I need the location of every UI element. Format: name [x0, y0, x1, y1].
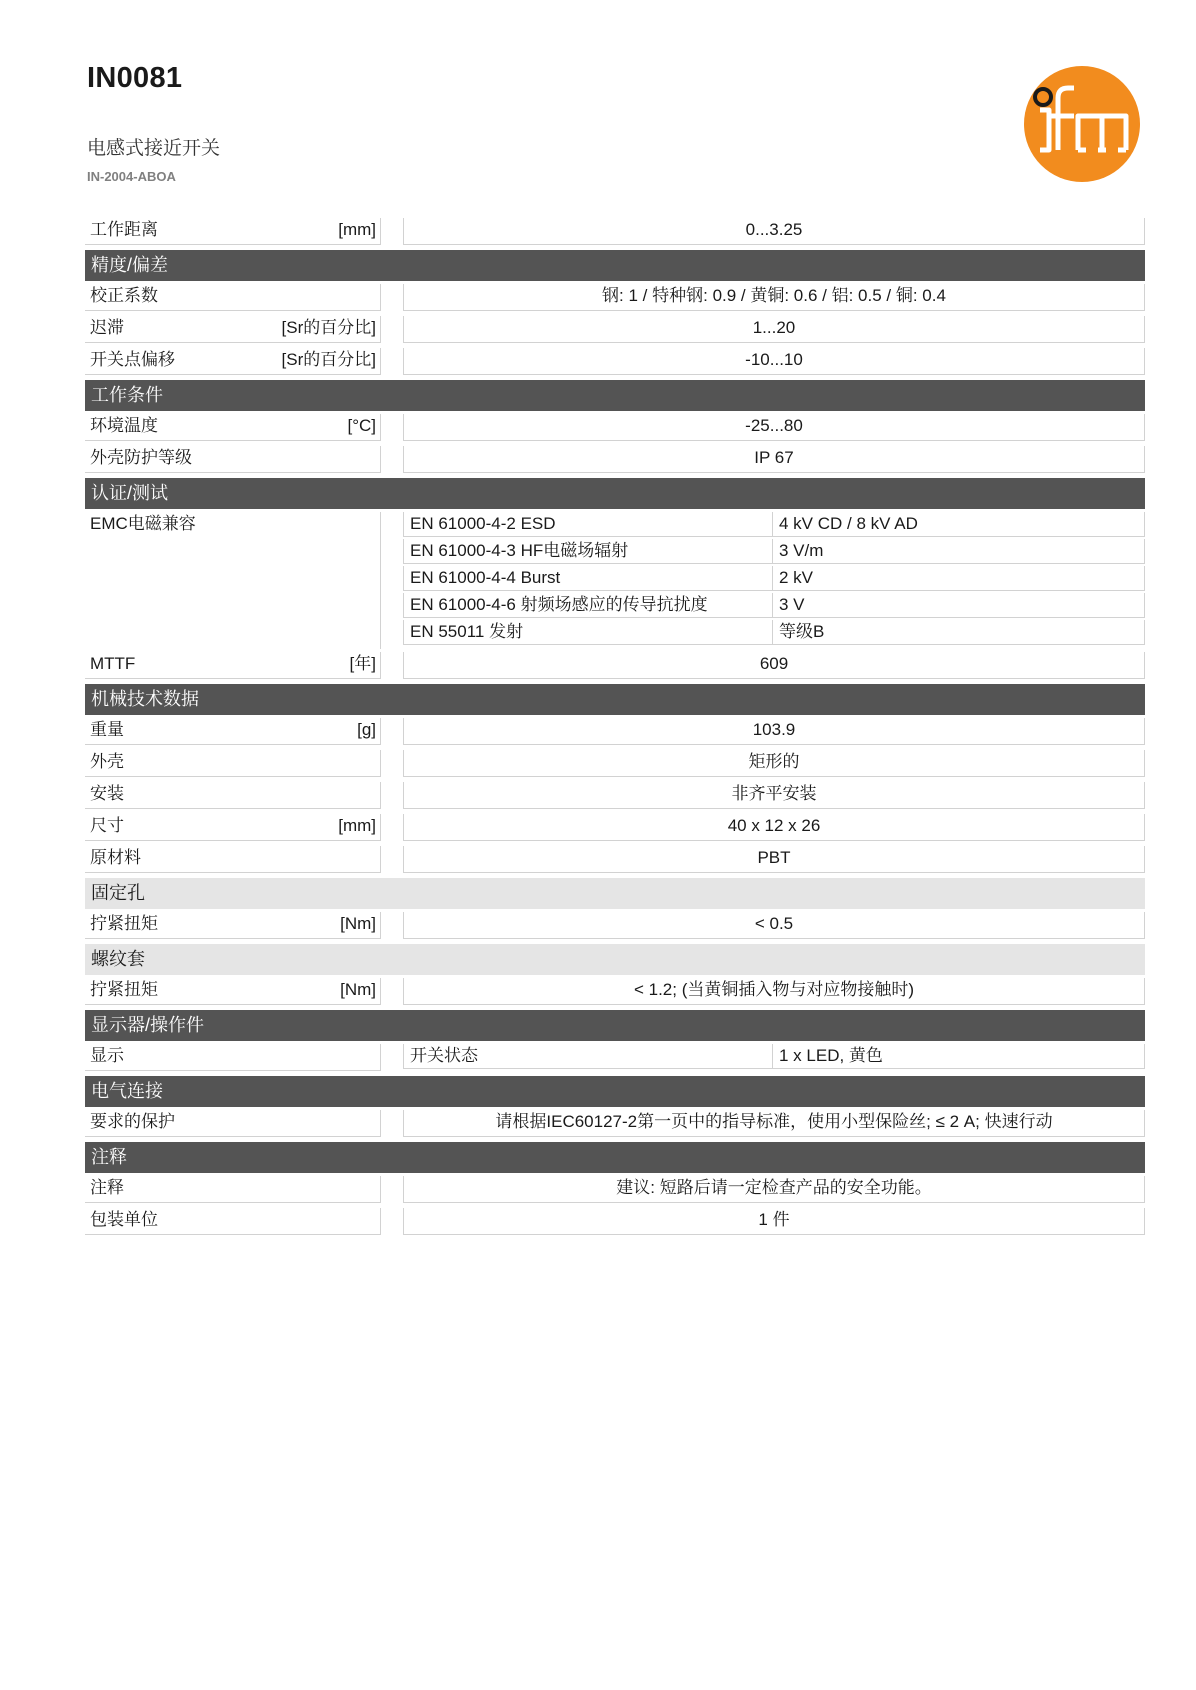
row-label: 外壳防护等级 — [90, 448, 192, 467]
emc-standard: EN 61000-4-4 Burst — [403, 566, 773, 591]
emc-standard: EN 61000-4-2 ESD — [403, 512, 773, 537]
row-working-distance — [85, 215, 1145, 247]
row-value: < 1.2; (当黄铜插入物与对应物接触时) — [403, 978, 1145, 1005]
row-emc — [85, 509, 1145, 649]
row-label: 重量 — [90, 720, 124, 739]
section-electrical: 电气连接 — [85, 1076, 1145, 1107]
document-header — [87, 62, 1147, 184]
row-housing — [85, 747, 1145, 779]
row-value: 0...3.25 — [403, 218, 1145, 245]
emc-standard: EN 55011 发射 — [403, 620, 773, 645]
row-torque-sleeve — [85, 975, 1145, 1007]
datasheet-table — [85, 215, 1145, 1237]
row-label: 迟滞 — [90, 318, 124, 337]
section-notes: 注释 — [85, 1142, 1145, 1173]
product-code: IN-2004-ABOA — [87, 169, 176, 184]
row-hysteresis — [85, 313, 1145, 345]
row-unit: [Nm] — [340, 980, 376, 999]
section-accuracy: 精度/偏差 — [85, 250, 1145, 281]
row-ambient-temp — [85, 411, 1145, 443]
product-title: IN0081 — [87, 62, 183, 94]
row-required-protection — [85, 1107, 1145, 1139]
section-approvals: 认证/测试 — [85, 478, 1145, 509]
row-value: PBT — [403, 846, 1145, 873]
row-label: 显示 — [90, 1046, 124, 1065]
row-protection — [85, 443, 1145, 475]
row-unit: [Sr的百分比] — [281, 318, 376, 337]
row-unit: [mm] — [338, 816, 376, 835]
row-torque-hole — [85, 909, 1145, 941]
row-value: < 0.5 — [403, 912, 1145, 939]
row-label: 环境温度 — [90, 416, 158, 435]
row-value: 1 件 — [403, 1208, 1145, 1235]
row-label: 拧紧扭矩 — [90, 980, 158, 999]
row-value: 请根据IEC60127-2第一页中的指导标准，使用小型保险丝; ≤ 2 A; 快速行动 — [403, 1110, 1145, 1137]
row-label: 外壳 — [90, 752, 124, 771]
row-value: IP 67 — [403, 446, 1145, 473]
row-label: MTTF — [90, 654, 136, 673]
row-value: 非齐平安装 — [403, 782, 1145, 809]
row-value: 1...20 — [403, 316, 1145, 343]
row-switch-drift — [85, 345, 1145, 377]
emc-value: 3 V/m — [773, 539, 1145, 564]
section-operating: 工作条件 — [85, 380, 1145, 411]
section-display-ops: 显示器/操作件 — [85, 1010, 1145, 1041]
emc-item — [403, 512, 1145, 540]
emc-value: 等级B — [773, 620, 1145, 645]
row-unit: [mm] — [338, 220, 376, 239]
section-mechanical: 机械技术数据 — [85, 684, 1145, 715]
display-type: 开关状态 — [403, 1044, 773, 1069]
row-note — [85, 1173, 1145, 1205]
row-label: 开关点偏移 — [90, 350, 175, 369]
emc-value: 3 V — [773, 593, 1145, 618]
row-label: 工作距离 — [90, 220, 158, 239]
row-material — [85, 843, 1145, 875]
row-value: 建议: 短路后请一定检查产品的安全功能。 — [403, 1176, 1145, 1203]
row-label: 要求的保护 — [90, 1112, 175, 1131]
row-label: 安装 — [90, 784, 124, 803]
row-label: 原材料 — [90, 848, 141, 867]
row-label: 注释 — [90, 1178, 124, 1197]
row-value: -25...80 — [403, 414, 1145, 441]
row-value: -10...10 — [403, 348, 1145, 375]
row-unit: [年] — [349, 654, 376, 673]
row-unit: [Sr的百分比] — [281, 350, 376, 369]
emc-item — [403, 566, 1145, 594]
ifm-logo — [1022, 64, 1142, 184]
row-unit: [g] — [357, 720, 376, 739]
emc-standard: EN 61000-4-6 射频场感应的传导抗扰度 — [403, 593, 773, 618]
display-value: 1 x LED, 黄色 — [773, 1044, 1145, 1069]
row-packaging — [85, 1205, 1145, 1237]
emc-value: 4 kV CD / 8 kV AD — [773, 512, 1145, 537]
row-value: 609 — [403, 652, 1145, 679]
emc-standard: EN 61000-4-3 HF电磁场辐射 — [403, 539, 773, 564]
subsection-thread-sleeve: 螺纹套 — [85, 944, 1145, 975]
row-label: 尺寸 — [90, 816, 124, 835]
row-label: 校正系数 — [90, 286, 158, 305]
row-display — [85, 1041, 1145, 1073]
subsection-fixing-hole: 固定孔 — [85, 878, 1145, 909]
row-unit: [°C] — [347, 416, 376, 435]
row-mounting — [85, 779, 1145, 811]
row-label: 拧紧扭矩 — [90, 914, 158, 933]
row-label: 包装单位 — [90, 1210, 158, 1229]
emc-item — [403, 539, 1145, 567]
row-value: 矩形的 — [403, 750, 1145, 777]
row-label: EMC电磁兼容 — [85, 512, 381, 649]
row-mttf — [85, 649, 1145, 681]
row-correction — [85, 281, 1145, 313]
product-subtitle: 电感式接近开关 — [87, 138, 221, 159]
row-weight — [85, 715, 1145, 747]
row-dimensions — [85, 811, 1145, 843]
emc-item — [403, 620, 1145, 648]
row-value: 40 x 12 x 26 — [403, 814, 1145, 841]
emc-value: 2 kV — [773, 566, 1145, 591]
row-unit: [Nm] — [340, 914, 376, 933]
emc-item — [403, 593, 1145, 621]
row-value: 103.9 — [403, 718, 1145, 745]
row-value: 钢: 1 / 特种钢: 0.9 / 黄铜: 0.6 / 铝: 0.5 / 铜: 0.4 — [403, 284, 1145, 311]
